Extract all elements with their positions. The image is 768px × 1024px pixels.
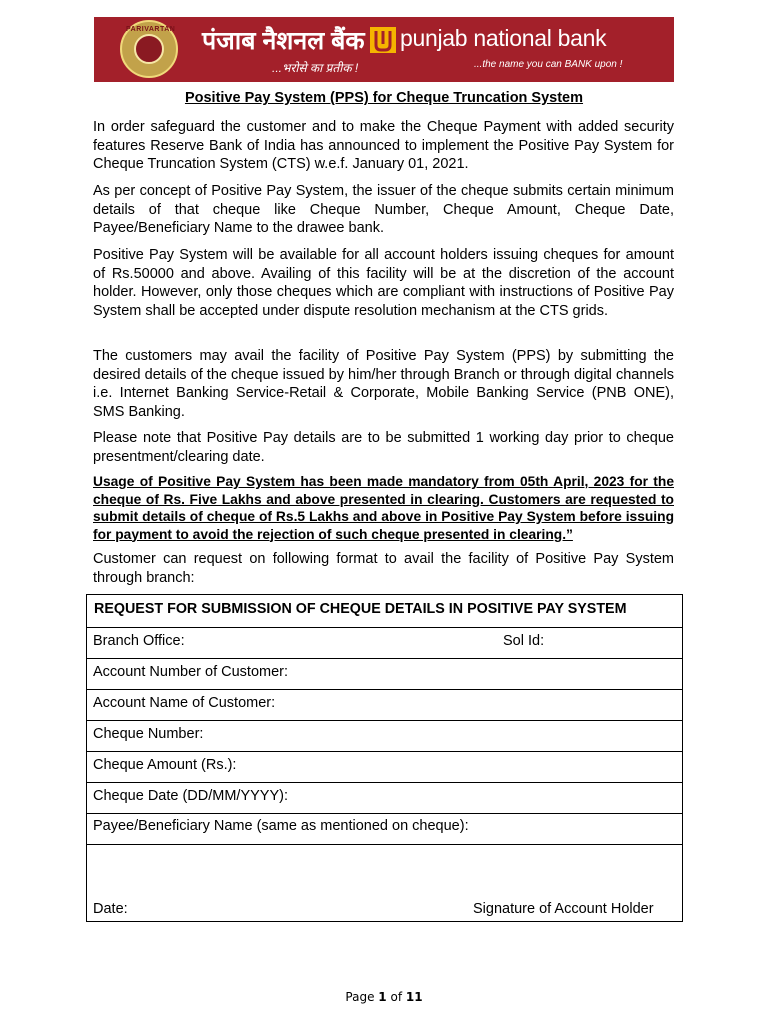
parivartan-seal-icon: [120, 20, 178, 78]
page-current: 1: [378, 990, 387, 1004]
bank-name-english: punjab national bank: [400, 25, 607, 51]
branch-office-label: Branch Office:: [93, 633, 185, 649]
account-number-row: [87, 659, 682, 690]
signature-label: Signature of Account Holder: [473, 901, 654, 917]
cheque-number-row: [87, 721, 682, 752]
page-of: of: [390, 990, 403, 1004]
pnb-logo-icon: [370, 27, 396, 53]
tagline-english: ...the name you can BANK upon !: [474, 59, 623, 70]
page-number: [0, 990, 768, 1004]
account-name-label: Account Name of Customer:: [93, 695, 276, 711]
paragraph-availability: Positive Pay System will be available for all account holders issuing cheques for amount of Rs.50000 and above. Availing of this facility will be at the discretion of the account holder. However, only those cheques which are compliant with instructions of Positive Pay System shall be accepted under dispute resolution mechanism at the CTS grids.: [93, 247, 674, 319]
request-form: [86, 594, 683, 922]
form-heading: REQUEST FOR SUBMISSION OF CHEQUE DETAILS IN POSITIVE PAY SYSTEM: [94, 601, 627, 617]
form-heading-row: [87, 595, 682, 628]
payee-name-label: Payee/Beneficiary Name (same as mentioned on cheque):: [93, 818, 469, 834]
paragraph-format: Customer can request on following format to avail the facility of Positive Pay System through branch:: [93, 551, 674, 586]
paragraph-intro: In order safeguard the customer and to make the Cheque Payment with added security features Reserve Bank of India has announced to implement the Positive Pay System for Cheque Truncation System (CTS) w.e.f. January 01, 2021.: [93, 119, 674, 172]
paragraph-timing: Please note that Positive Pay details are to be submitted 1 working day prior to cheque presentment/clearing date.: [93, 430, 674, 465]
seal-text: PARIVARTAN: [126, 26, 176, 33]
tagline-hindi: ...भरोसे का प्रतीक !: [272, 61, 359, 75]
cheque-amount-label: Cheque Amount (Rs.):: [93, 757, 237, 773]
document-title: Positive Pay System (PPS) for Cheque Truncation System: [184, 90, 584, 106]
signature-row: [87, 845, 682, 921]
paragraph-concept: As per concept of Positive Pay System, the issuer of the cheque submits certain minimum details of that cheque like Cheque Number, Cheque Amount, Cheque Date, Payee/Beneficiary Name to the drawee bank.: [93, 183, 674, 236]
branch-row: [87, 628, 682, 659]
sol-id-label: Sol Id:: [503, 633, 545, 649]
cheque-date-label: Cheque Date (DD/MM/YYYY):: [93, 788, 289, 804]
header-banner: [94, 17, 674, 82]
bank-name-hindi: पंजाब नैशनल बैंक: [202, 27, 365, 55]
payee-name-row: [87, 814, 682, 845]
page-word: Page: [345, 990, 375, 1004]
paragraph-channels: The customers may avail the facility of Positive Pay System (PPS) by submitting the desired details of the cheque issued by him/her through Branch or through digital channels i.e. Internet Banking Service-Retail & Corporate, Mobile Banking Service (PNB ONE), SMS Banking.: [93, 348, 674, 420]
cheque-number-label: Cheque Number:: [93, 726, 204, 742]
account-name-row: [87, 690, 682, 721]
date-label: Date:: [93, 901, 128, 917]
cheque-date-row: [87, 783, 682, 814]
mandatory-notice: Usage of Positive Pay System has been made mandatory from 05th April, 2023 for the cheque of Rs. Five Lakhs and above presented in clearing. Customers are requested to submit details of cheque of Rs.5 Lakhs and above in Positive Pay System before issuing for payment to avoid the rejection of such cheque presented in clearing.”: [93, 474, 674, 542]
cheque-amount-row: [87, 752, 682, 783]
account-number-label: Account Number of Customer:: [93, 664, 289, 680]
page-total: 11: [405, 990, 423, 1004]
